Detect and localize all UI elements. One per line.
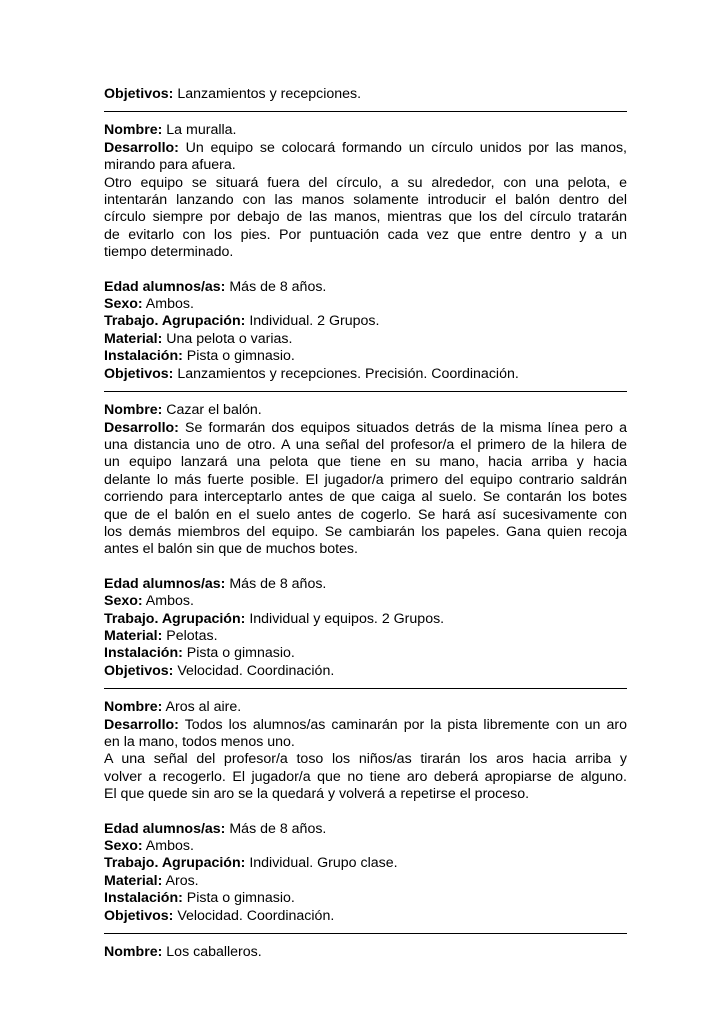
development-text: Todos los alumnos/as caminarán por la pista libremente con un aro (178, 716, 627, 733)
development-line: delante lo más fuerte posible. El jugador/a primero del equipo contrario saldrán (104, 471, 627, 488)
objectives-value: Velocidad. Coordinación. (173, 662, 335, 679)
facility-label: Instalación: (104, 645, 183, 662)
material-line (104, 331, 627, 348)
age-line (104, 279, 627, 296)
grouping-line (104, 611, 627, 628)
sex-value: Ambos. (142, 838, 194, 855)
facility-value: Pista o gimnasio. (182, 645, 295, 662)
development-text: Se formarán dos equipos situados detrás de la misma línea pero a (178, 419, 627, 436)
name-label: Nombre: (104, 944, 163, 961)
development-label: Desarrollo: (104, 139, 179, 156)
development-line: mirando para afuera. (104, 157, 236, 174)
name-label: Nombre: (104, 402, 163, 419)
objectives-value: Lanzamientos y recepciones. Precisión. Coordinación. (173, 365, 519, 382)
material-label: Material: (104, 627, 163, 644)
grouping-label: Trabajo. Agrupación: (104, 855, 246, 872)
development-line: corriendo para interceptarlo antes de que caiga al suelo. Se contarán los botes (104, 489, 627, 506)
development-line: antes el balón sin que de muchos botes. (104, 541, 358, 558)
material-line (104, 873, 627, 890)
paragraph-gap (104, 804, 627, 821)
material-value: Pelotas. (162, 627, 218, 644)
facility-line (104, 645, 627, 662)
age-value: Más de 8 años. (225, 575, 327, 592)
activity-name: Aros al aire. (162, 699, 242, 716)
development-line: Otro equipo se situará fuera del círculo, a su alrededor, con una pelota, e (104, 174, 627, 191)
development-line: tiempo determinado. (104, 244, 234, 261)
development-label: Desarrollo: (104, 419, 179, 436)
development-line (104, 140, 627, 157)
age-line (104, 821, 627, 838)
development-line: los demás miembros del equipo. Se cambiarán los papeles. Gana quien recoja (104, 523, 627, 540)
objectives-line (104, 663, 627, 680)
objectives-value: Lanzamientos y recepciones. (173, 86, 362, 102)
sex-value: Ambos. (142, 296, 194, 313)
material-line (104, 628, 627, 645)
activity-name-line (104, 699, 627, 716)
development-line: A una señal del profesor/a toso los niños/as tirarán los aros hacia arriba y (104, 751, 627, 768)
objectives-line (104, 366, 627, 383)
facility-label: Instalación: (104, 890, 183, 907)
sex-label: Sexo: (104, 296, 143, 313)
material-label: Material: (104, 872, 163, 889)
age-label: Edad alumnos/as: (104, 575, 226, 592)
material-label: Material: (104, 330, 163, 347)
grouping-value: Individual y equipos. 2 Grupos. (245, 610, 445, 627)
development-line: un equipo lanzará una pelota que tiene en su mano, hacia arriba y hacia (104, 454, 627, 471)
age-label: Edad alumnos/as: (104, 278, 226, 295)
sex-line (104, 296, 627, 313)
activity-name-line (104, 122, 627, 139)
sex-value: Ambos. (142, 593, 194, 610)
section-divider (104, 111, 627, 112)
paragraph-gap (104, 262, 627, 279)
activity-name: La muralla. (162, 122, 237, 139)
sex-line (104, 593, 627, 610)
material-value: Una pelota o varias. (162, 330, 293, 347)
objectives-label: Objetivos: (104, 86, 174, 102)
facility-label: Instalación: (104, 348, 183, 365)
development-line: de evitarlo con los pies. Por puntuación cada vez que entre dentro y a un (104, 226, 627, 243)
development-line: volver a recogerlo. El jugador/a que no tiene aro deberá apropiarse de alguno. (104, 768, 627, 785)
development-line (104, 420, 627, 437)
section-divider (104, 391, 627, 392)
development-line: en la mano, todos menos uno. (104, 734, 295, 750)
development-line: una distancia uno de otro. A una señal del profesor/a el primero de la hilera de (104, 436, 627, 453)
activity-name: Cazar el balón. (162, 402, 262, 419)
grouping-label: Trabajo. Agrupación: (104, 610, 246, 627)
grouping-line (104, 855, 627, 872)
document-page (104, 86, 627, 961)
grouping-value: Individual. 2 Grupos. (245, 313, 380, 330)
objectives-line (104, 908, 627, 925)
activity-name-line (104, 944, 627, 961)
facility-value: Pista o gimnasio. (182, 890, 295, 907)
development-line: que de el balón en el suelo antes de cogerlo. Se hará así sucesivamente con (104, 506, 627, 523)
age-value: Más de 8 años. (225, 820, 327, 837)
sex-label: Sexo: (104, 838, 143, 855)
development-line: intentarán lanzando con las manos solamente introducir el balón dentro del (104, 192, 627, 209)
name-label: Nombre: (104, 699, 163, 716)
facility-value: Pista o gimnasio. (182, 348, 295, 365)
development-label: Desarrollo: (104, 716, 179, 733)
grouping-value: Individual. Grupo clase. (245, 855, 398, 872)
objectives-line (104, 86, 627, 103)
sex-label: Sexo: (104, 593, 143, 610)
paragraph-gap (104, 559, 627, 576)
objectives-value: Velocidad. Coordinación. (173, 907, 335, 924)
development-text: Un equipo se colocará formando un círculo unidos por las manos, (178, 139, 627, 156)
section-divider (104, 688, 627, 689)
development-line: El que quede sin aro se la quedará y volverá a repetirse el proceso. (104, 786, 530, 803)
age-value: Más de 8 años. (225, 278, 327, 295)
age-line (104, 576, 627, 593)
age-label: Edad alumnos/as: (104, 820, 226, 837)
activity-name-line (104, 402, 627, 419)
facility-line (104, 348, 627, 365)
sex-line (104, 838, 627, 855)
grouping-label: Trabajo. Agrupación: (104, 313, 246, 330)
activity-name: Los caballeros. (162, 944, 262, 961)
facility-line (104, 890, 627, 907)
name-label: Nombre: (104, 122, 163, 139)
objectives-label: Objetivos: (104, 365, 174, 382)
grouping-line (104, 313, 627, 330)
development-line (104, 717, 627, 734)
material-value: Aros. (162, 872, 199, 889)
objectives-label: Objetivos: (104, 907, 174, 924)
development-line: círculo siempre por debajo de las manos, mientras que los del círculo tratarán (104, 209, 627, 226)
section-divider (104, 933, 627, 934)
objectives-label: Objetivos: (104, 662, 174, 679)
